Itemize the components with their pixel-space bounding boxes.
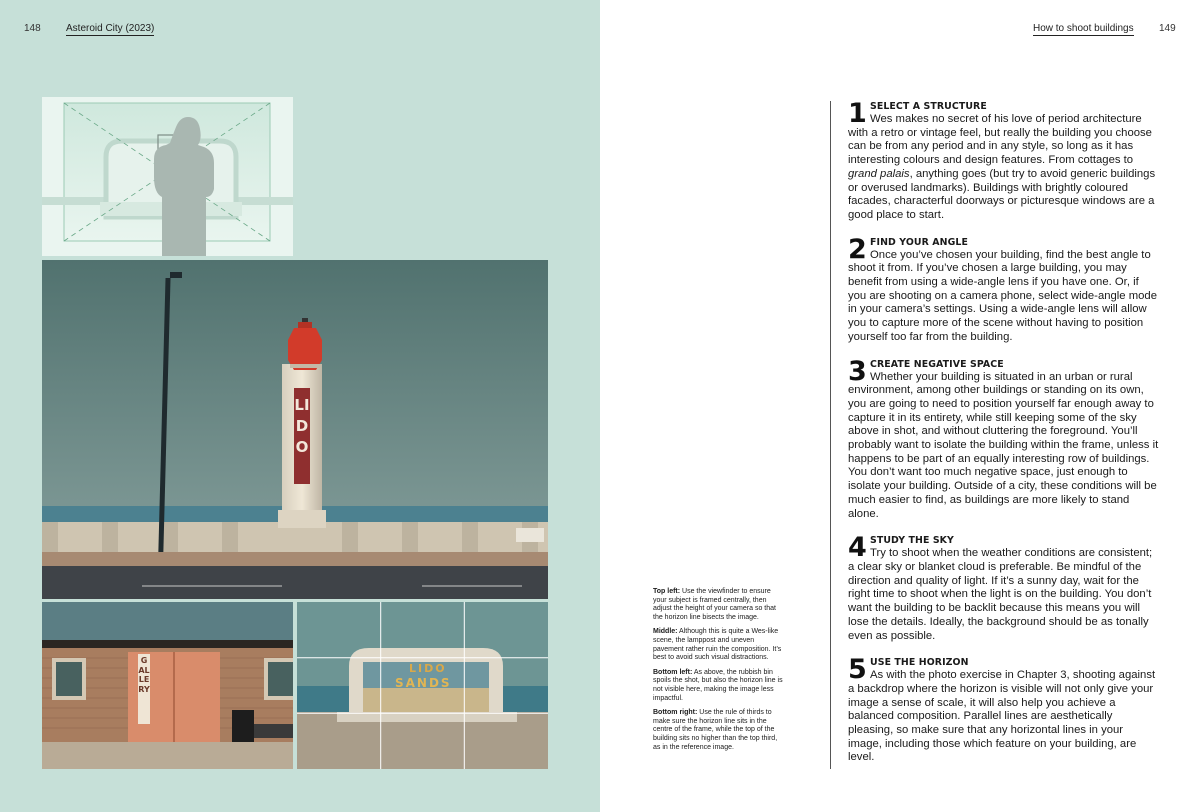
step-title: USE THE HORIZON — [870, 657, 969, 669]
caption-label: Top left: — [653, 588, 681, 595]
step-number: 4 — [848, 532, 867, 564]
steps-list — [848, 100, 1160, 778]
step-body: Once you’ve chosen your building, find the best angle to shoot it from. If you’ve chosen a large building, you may benefit from using a wide-angle lens if you have one. Or, if you are shooting on a camera phone, select wide-angle mode in your camera’s settings. Using a wide-angle lens will allow you to capture more of the scene without having to position yourself too far from the building. — [848, 248, 1157, 343]
step-5 — [848, 656, 1160, 765]
sands-shelter-photo — [297, 602, 548, 769]
caption-text: As above, the rubbish bin spoils the shot, but also the horizon line is not visible here, making the image less impactful. — [653, 668, 783, 702]
step-number: 1 — [848, 98, 867, 129]
step-number: 3 — [848, 355, 867, 387]
gallery-building-photo — [42, 602, 293, 769]
right-running-head: How to shoot buildings — [1033, 23, 1134, 34]
step-3 — [848, 355, 1160, 522]
step-body: Whether your building is situated in an urban or rural environment, among other buildings or standing on its own, you are going to need to position yourself far enough away to capture it in its entirety, while still keeping some of the sky above in shot, and without cluttering the foreground. You’ll probably want to isolate the building within the frame, unless it happens to be part of an equally interesting row of buildings. You don’t want too much negative space, just enough to isolate your building. Outside of a city, these conditions will be much easier to find, as buildings are more likely to stand alone. — [848, 370, 1159, 520]
caption-text: Use the viewfinder to ensure your subject is framed centrally, then adjust the height of your camera so that the horizon line bisects the image. — [653, 588, 776, 621]
caption-middle — [653, 628, 785, 662]
left-page-number: 148 — [24, 23, 41, 34]
viewfinder-illustration — [42, 97, 293, 256]
step-1 — [848, 100, 1160, 223]
lido-tower-photo — [42, 260, 548, 599]
column-divider — [830, 101, 831, 769]
step-number: 2 — [848, 233, 867, 265]
step-2 — [848, 233, 1160, 345]
step-number: 5 — [848, 654, 867, 686]
step-body-emphasis: grand palais — [848, 167, 910, 180]
caption-bottom-right — [653, 709, 785, 752]
step-title: CREATE NEGATIVE SPACE — [870, 358, 1004, 370]
caption-top-left — [653, 588, 785, 622]
step-body — [848, 113, 1160, 223]
step-body-text: Wes makes no secret of his love of period architecture with a retro or vintage feel, but really the building you choose can be from any period and in any style, so long as it has interesting colours and design features. From cottages to — [848, 113, 1152, 167]
left-running-head: Asteroid City (2023) — [66, 23, 155, 34]
step-title: SELECT A STRUCTURE — [870, 101, 987, 112]
step-body-text: , anything goes (but try to avoid generic buildings or overused landmarks). Buildings with brightly coloured facades, characterful doorways or picturesque windows are a good place to start. — [848, 167, 1156, 221]
sands-sign-bottom: SANDS — [395, 676, 452, 690]
caption-label: Bottom right: — [653, 709, 698, 717]
gallery-sign-letters: GALLERY — [138, 656, 150, 694]
caption-label: Middle: — [653, 628, 678, 636]
step-4 — [848, 534, 1160, 643]
caption-label: Bottom left: — [653, 668, 693, 676]
caption-text: Use the rule of thirds to make sure the horizon line sits in the centre of the frame, while the top of the building sits no higher than the top third, as in the reference image. — [653, 709, 778, 751]
step-body: As with the photo exercise in Chapter 3, shooting against a backdrop where the horizon is visible will not only give your image a sense of scale, it will also help you achieve a balanced composition. Parallel lines are aesthetically pleasing, so make sure that any horizontal lines in your image, including those which feature on your building, are level. — [848, 669, 1156, 764]
caption-bottom-left — [653, 669, 785, 703]
lido-sign-letters: LIDO — [294, 396, 310, 456]
right-page-number: 149 — [1159, 23, 1176, 34]
photo-captions — [653, 588, 785, 758]
step-title: STUDY THE SKY — [870, 535, 954, 547]
sands-sign-top: LIDO — [409, 662, 447, 675]
step-title: FIND YOUR ANGLE — [870, 236, 968, 248]
step-body: Try to shoot when the weather conditions are consistent; a clear sky or blanket cloud is preferable. Be mindful of the direction and quality of light. If it’s a sunny day, wait for the right time to shoot when the light is on the building. You don’t want the building to be backlit because this means you will lose the details. Ideally, the background should be as tonally even as possible. — [848, 547, 1153, 642]
caption-text: Although this is quite a Wes-like scene, the lamppost and uneven pavement rather ruin the composition. It’s best to avoid such visual distractions. — [653, 628, 782, 662]
